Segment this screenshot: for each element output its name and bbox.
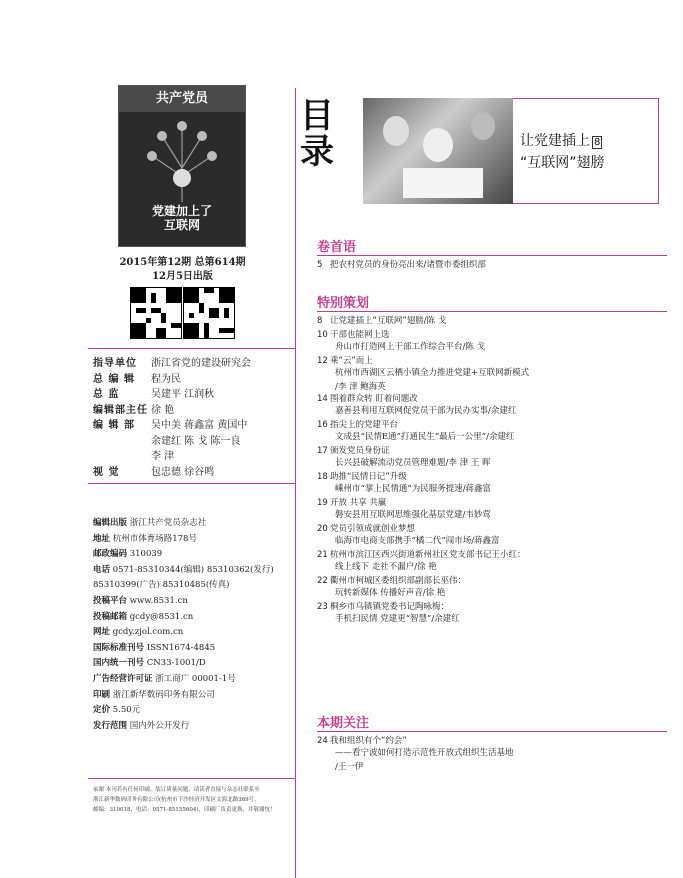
- toc-item-subtitle: 线上线下 走社不漏户/徐 艳: [335, 562, 437, 572]
- toc-item[interactable]: [317, 445, 677, 469]
- info-label: 邮政编码: [93, 549, 128, 560]
- info-label: 地址: [93, 533, 111, 544]
- divider: [88, 778, 295, 779]
- toc-item[interactable]: [317, 471, 677, 495]
- info-value: 浙江新华数码印务有限公司: [112, 689, 215, 700]
- staff-row: [93, 372, 181, 387]
- divider: [88, 348, 295, 349]
- toc-item-title: 干部也能网上选: [330, 329, 390, 340]
- toc-page-number: 20: [317, 524, 328, 534]
- info-value: 85310399(广告) 85310485(传真): [93, 580, 230, 591]
- toc-page-number: 14: [317, 394, 328, 404]
- info-value: 310039: [129, 549, 163, 560]
- feature-title-line2: “互联网”翅膀: [520, 155, 605, 171]
- toc-item[interactable]: [317, 523, 677, 547]
- toc-item[interactable]: [317, 575, 677, 599]
- qr-code-icon: [183, 287, 235, 339]
- info-value: 浙江共产党员杂志社: [129, 518, 207, 528]
- toc-item[interactable]: [317, 549, 677, 573]
- toc-item-subtitle: 长兴县破解流动党员管理难题/李 津 王 晖: [335, 458, 491, 468]
- issue-line: 2015年第12期 总第614期: [119, 257, 246, 268]
- toc-item-subtitle: 手机扫民情 党建更“智慧”/余建红: [335, 614, 460, 624]
- staff-label: 总 监: [93, 389, 120, 400]
- staff-row: [93, 418, 248, 433]
- toc-heading: 目录: [300, 96, 334, 172]
- toc-item-subtitle: /李 津 鲍海英: [335, 381, 386, 392]
- feature-title-line1: 让党建插上: [520, 133, 590, 149]
- toc-page-number: 12: [317, 355, 328, 366]
- toc-item-subtitle: 舟山市打造网上干部工作综合平台/陈 戈: [335, 341, 486, 352]
- info-value: 国内外公开发行: [129, 720, 190, 731]
- toc-item-title: 乘“云”而上: [330, 355, 373, 366]
- info-label: 印刷: [93, 689, 111, 700]
- toc-item[interactable]: [317, 393, 677, 417]
- info-row: [93, 611, 288, 624]
- info-value: gcdy@8531.cn: [129, 611, 194, 622]
- toc-item[interactable]: [317, 497, 677, 521]
- section-title: 本期关注: [317, 716, 370, 731]
- staff-value: 徐 艳: [151, 404, 175, 416]
- toc-item-title: 围着群众转 盯着问题改: [330, 394, 418, 404]
- staff-label: 编 辑 部: [93, 420, 135, 431]
- toc-item-subtitle: /王一伊: [335, 762, 364, 772]
- info-row: [93, 595, 288, 608]
- toc-page-number: 19: [317, 498, 328, 508]
- toc-item-title: 开放 共享 共赢: [330, 498, 387, 508]
- toc-page-number: 22: [317, 576, 328, 586]
- staff-row: [93, 434, 241, 449]
- cover-headline-2: 互联网: [163, 218, 200, 232]
- info-value: 5.50元: [112, 705, 141, 716]
- toc-item[interactable]: [317, 735, 677, 759]
- toc-item-subtitle: 文成县“民情E通”打通民生“最后一公里”/余建红: [335, 432, 515, 442]
- info-label: 广告经营许可证: [93, 674, 153, 684]
- info-row: [93, 689, 288, 702]
- toc-page-number: 17: [317, 446, 328, 456]
- toc-item[interactable]: [317, 419, 677, 443]
- notice-line: 承谢 本刊若有任何印刷、装订质量问题，请读者直接与杂志社联系至: [93, 787, 260, 793]
- toc-item-title: 助推“民情日记”升级: [330, 472, 407, 482]
- info-row: [93, 548, 288, 561]
- staff-value: 包忠德 徐谷鸣: [151, 466, 215, 478]
- toc-item-subtitle: 磐安县用互联网思维强化基层党建/韦妙莺: [335, 510, 491, 520]
- feature-title[interactable]: [520, 130, 670, 174]
- toc-item-subtitle: ——看宁波如何打造示范性开放式组织生活基地: [335, 748, 514, 758]
- notice-line: 浙江新华数码印务有限公司(杭州市下沙经济开发区文海北路369号，: [93, 797, 260, 803]
- toc-page-number: 21: [317, 550, 328, 560]
- toc-item[interactable]: [317, 355, 677, 379]
- toc-item[interactable]: [317, 381, 677, 393]
- toc-item[interactable]: [317, 315, 677, 327]
- feature-photo: [363, 98, 513, 204]
- info-row: [93, 579, 288, 592]
- info-label: 投稿平台: [93, 596, 128, 606]
- toc-page-number: 5: [317, 260, 323, 270]
- toc-item-title: 衢州市柯城区委组织部副部长巫伟：: [330, 576, 467, 586]
- qr-code-icon: [130, 287, 182, 339]
- issue-date: 12月5日出版: [152, 271, 213, 282]
- info-value: ISSN1674-4845: [146, 642, 216, 653]
- info-value: www.8531.cn: [129, 596, 188, 606]
- section-rule: [317, 311, 667, 312]
- toc-item[interactable]: [317, 761, 677, 773]
- column-divider: [295, 88, 296, 878]
- toc-item-title: 我和组织有个“约会”: [330, 736, 407, 746]
- staff-value: 程为民: [151, 373, 181, 385]
- toc-page-number: 23: [317, 602, 328, 612]
- info-row: [93, 720, 288, 733]
- toc-item-subtitle: 临海市电商支部携手“橘二代”闯市场/蒋鑫富: [335, 536, 500, 546]
- info-label: 发行范围: [93, 720, 128, 731]
- staff-row: [93, 449, 175, 464]
- staff-value: 浙江省党的建设研究会: [151, 358, 251, 369]
- toc-item-subtitle: 嘉善县利用互联网促党员干部为民办实事/余建红: [335, 406, 517, 416]
- info-row: [93, 704, 288, 717]
- magazine-cover: [118, 85, 246, 247]
- section-title: 卷首语: [317, 240, 357, 255]
- staff-value: 余建红 陈 戈 陈一良: [151, 435, 241, 447]
- staff-row: [93, 387, 215, 402]
- toc-item-title: 把农村党员的身份亮出来/诸暨市委组织部: [330, 260, 486, 270]
- staff-label: 编辑部主任: [93, 404, 148, 416]
- feature-page-number: 8: [594, 137, 601, 148]
- staff-row: [93, 356, 251, 371]
- toc-item-title: 杭州市滨江区西兴街道新州社区党支部书记王小红：: [330, 550, 526, 560]
- toc-item[interactable]: [317, 601, 677, 625]
- toc-item[interactable]: [317, 329, 677, 353]
- section-rule: [317, 255, 667, 256]
- print-notice: [93, 785, 288, 815]
- info-row: [93, 642, 288, 655]
- toc-item[interactable]: [317, 259, 677, 271]
- info-row: [93, 657, 288, 670]
- info-value: CN33-1001/D: [146, 658, 206, 669]
- toc-item-title: 让党建插上“互联网”翅膀/陈 戈: [330, 316, 447, 326]
- info-value: 0571-85310344(编辑) 85310362(发行): [112, 564, 274, 575]
- toc-item-subtitle: 杭州市西湖区云栖小镇全力推进党建+互联网新模式: [335, 367, 530, 378]
- info-label: 投稿邮箱: [93, 611, 128, 622]
- toc-item-title: 指尖上的党建平台: [330, 420, 399, 430]
- cover-masthead: 共产党员: [119, 86, 245, 112]
- toc-item-subtitle: 玩转新媒体 传播好声音/徐 艳: [335, 588, 446, 598]
- toc-item-title: 颁发党员身份证: [330, 446, 390, 456]
- toc-item-title: 党员引领成就创业梦想: [330, 524, 416, 534]
- staff-label: 视 觉: [93, 466, 120, 478]
- toc-page-number: 18: [317, 472, 328, 482]
- info-label: 定价: [93, 705, 111, 716]
- toc-page-number: 8: [317, 316, 323, 326]
- info-label: 国内统一刊号: [93, 658, 145, 669]
- cover-headline-1: 党建加上了: [151, 204, 212, 218]
- section-title: 特别策划: [317, 296, 370, 311]
- info-value: gcdy.zjol.com.cn: [112, 627, 184, 638]
- staff-label: 指导单位: [93, 358, 137, 369]
- toc-item-subtitle: 嵊州市“掌上民情通”为民服务提速/蒋鑫富: [335, 484, 492, 494]
- info-label: 网址: [93, 627, 111, 638]
- info-row: [93, 533, 288, 546]
- info-label: 编辑出版: [93, 518, 128, 528]
- notice-line: 邮编：310018，电话：0571-85155604)，印刷厂负责更换，并敬谢忱！: [93, 807, 276, 813]
- cover-headline: [119, 204, 245, 232]
- toc-item-title: 桐乡市乌镇镇党委书记陶咏梅：: [330, 602, 450, 612]
- toc-page-number: 10: [317, 329, 328, 340]
- info-row: [93, 626, 288, 639]
- toc-page-number: 24: [317, 736, 328, 746]
- staff-value: 吴中美 蒋鑫富 黄国中: [151, 420, 248, 431]
- divider: [88, 483, 295, 484]
- info-row: [93, 517, 288, 530]
- staff-value: 吴建平 江润秋: [151, 389, 215, 400]
- section-rule: [317, 731, 667, 732]
- circuit-tree-icon: [132, 116, 232, 202]
- staff-value: 李 津: [151, 451, 175, 462]
- staff-label: 总 编 辑: [93, 373, 135, 385]
- staff-row: [93, 403, 175, 418]
- info-row: [93, 673, 288, 686]
- info-value: 杭州市体育场路178号: [112, 533, 197, 544]
- toc-page-number: 16: [317, 420, 328, 430]
- info-label: 国际标准刊号: [93, 642, 145, 653]
- staff-row: [93, 465, 215, 480]
- info-label: 电话: [93, 564, 111, 575]
- info-row: [93, 564, 288, 577]
- info-value: 浙工商广 00001-1号: [155, 674, 236, 684]
